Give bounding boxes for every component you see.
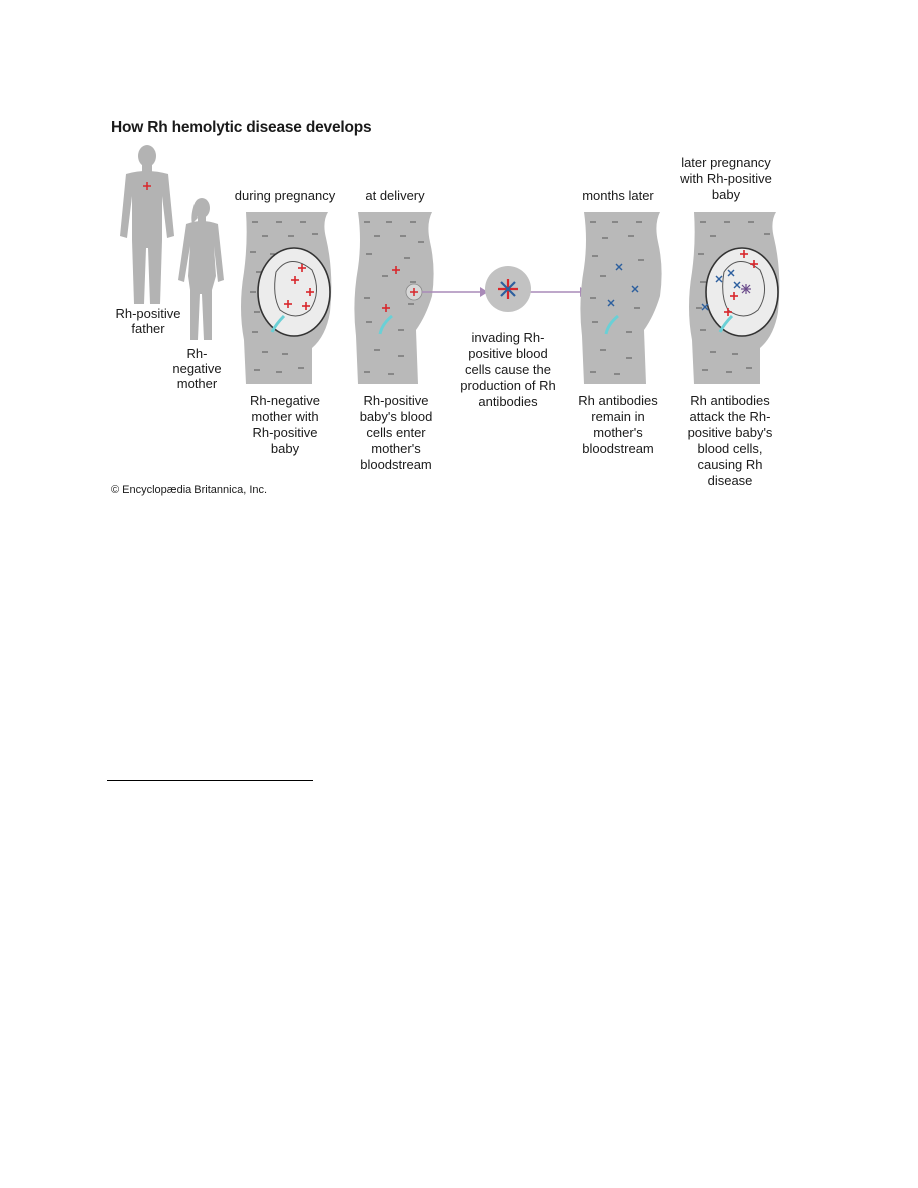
diagram-title: How Rh hemolytic disease develops <box>111 119 372 136</box>
stage-3-caption: invading Rh-positive blood cells cause the production of Rh antibodies <box>460 330 556 409</box>
horizontal-rule <box>107 780 313 781</box>
stage-1-heading: during pregnancy <box>234 188 336 203</box>
father-label: Rh-positive father <box>115 306 181 336</box>
stage-1-caption: Rh-negative mother with Rh-positive baby <box>249 393 321 456</box>
copyright-credit: © Encyclopædia Britannica, Inc. <box>111 484 268 496</box>
stage-4-caption: Rh antibodies remain in mother's bloodstream <box>578 393 658 456</box>
mother-label: Rh-negative mother <box>172 346 222 391</box>
stage-5-torso <box>684 212 784 384</box>
stage-1-torso <box>236 212 334 384</box>
stage-4-torso <box>578 212 664 384</box>
stage-4-heading: months later <box>582 188 654 203</box>
stage-5-attacked-cells <box>741 284 751 294</box>
stage-5-caption: Rh antibodies attack the Rh-positive baby's blood cells, causing Rh disease <box>687 393 773 488</box>
stage-5-heading: later pregnancy with Rh-positive baby <box>680 155 772 202</box>
arrow-delivery-to-antibodies <box>422 284 488 300</box>
stage-2-caption: Rh-positive baby's blood cells enter mother's bloodstream <box>359 393 433 472</box>
stage-2-heading: at delivery <box>365 188 425 203</box>
antibody-production-circle <box>484 265 532 313</box>
